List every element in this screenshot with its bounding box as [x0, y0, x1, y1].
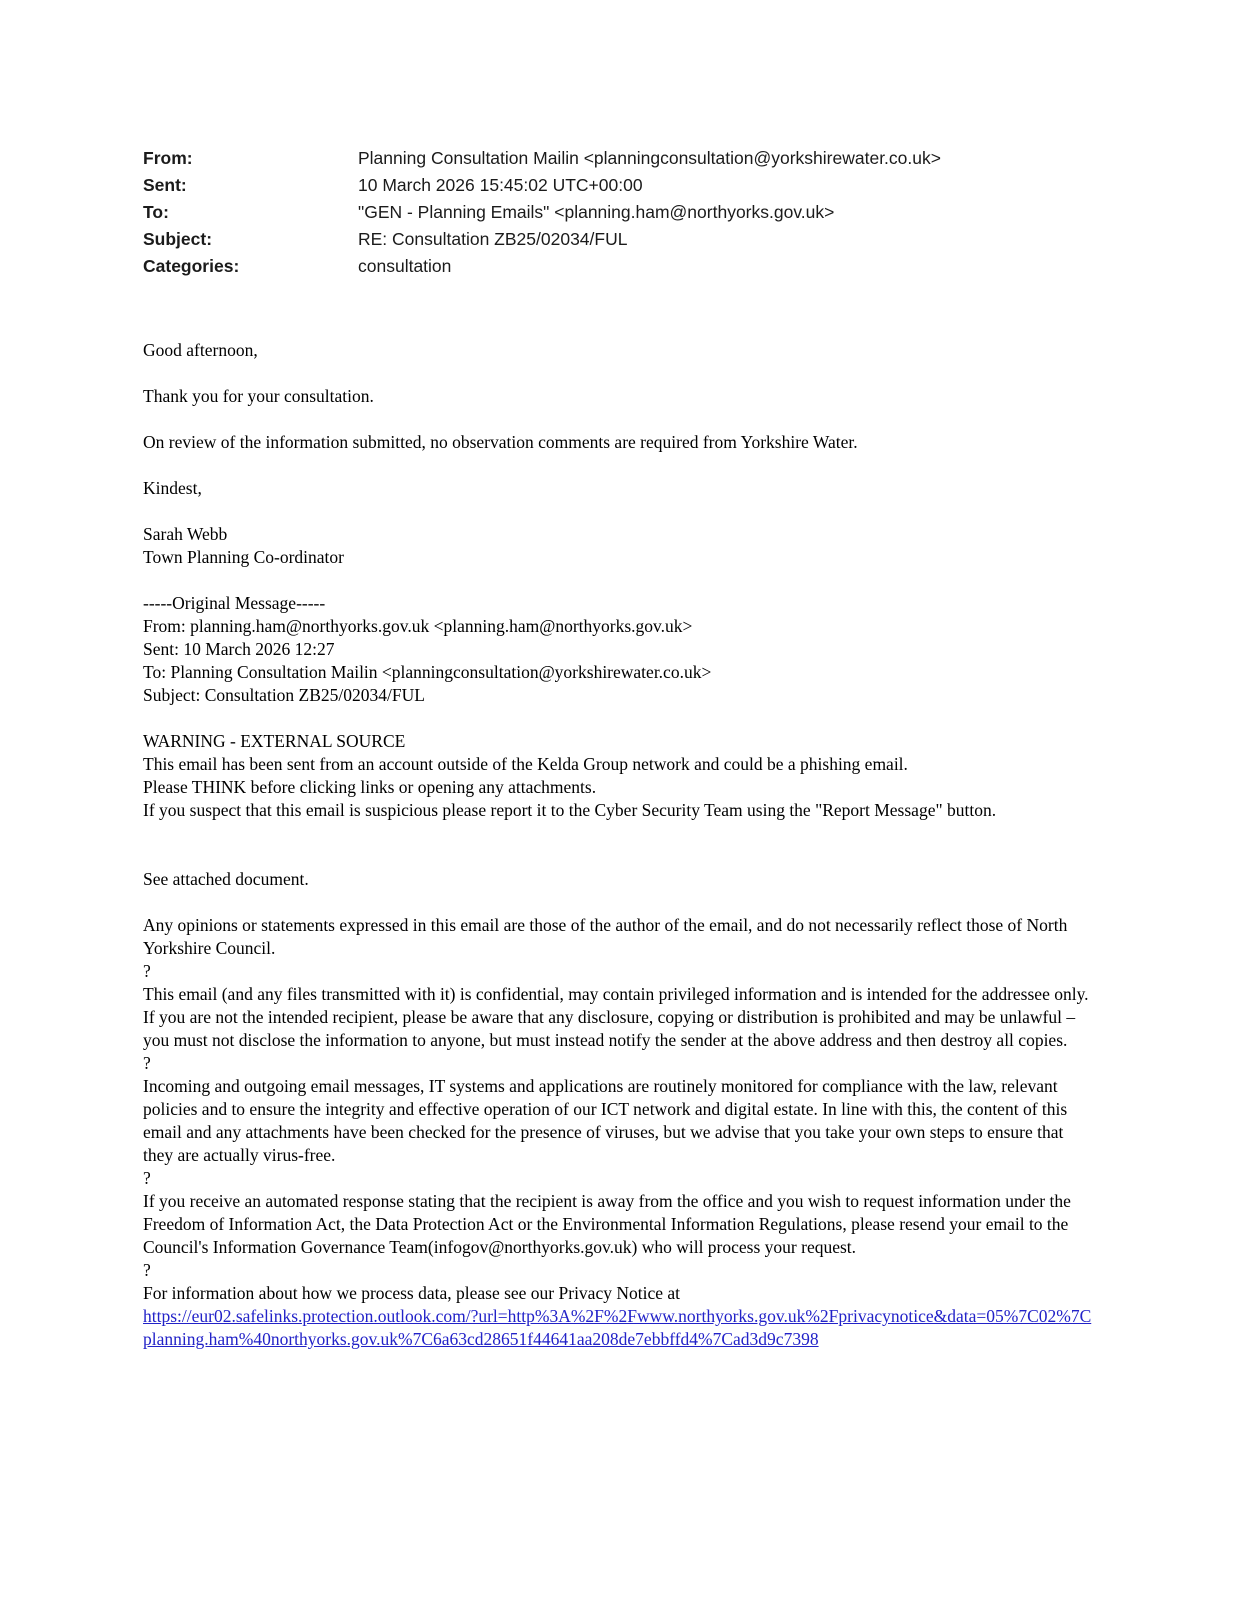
disclaimer-foi: If you receive an automated response stating that the recipient is away from the office and you wish to request information under the Freedom of Information Act, the Data Protection Act or the Environmental Information Regulations, please resend your email to the Council's Information Governance Team(infogov@northyorks.gov.uk) who will process your request.: [143, 1191, 1071, 1257]
privacy-notice-link[interactable]: https://eur02.safelinks.protection.outlook.com/?url=http%3A%2F%2Fwww.northyorks.gov.uk%2Fprivacynotice&data=05%7C02%7Cplanning.ham%40northyorks.gov.uk%7C6a63cd28651f44641aa208de7ebbffd4%7Cad3d9c7398: [143, 1306, 1092, 1349]
disclaimer-separator: ?: [143, 1168, 151, 1188]
from-value: Planning Consultation Mailin <planningconsultation@yorkshirewater.co.uk>: [358, 148, 941, 168]
original-message-to: To: Planning Consultation Mailin <planningconsultation@yorkshirewater.co.uk>: [143, 662, 712, 682]
original-message-from: From: planning.ham@northyorks.gov.uk <planning.ham@northyorks.gov.uk>: [143, 616, 693, 636]
attachment-note: See attached document.: [143, 869, 309, 889]
subject-label: Subject:: [143, 229, 213, 249]
disclaimer-confidentiality: This email (and any files transmitted with it) is confidential, may contain privileged information and is intended for the addressee only. If you are not the intended recipient, please be aware that any disclosure, copying or distribution is prohibited and may be unlawful – you must not disclose the information to anyone, but must instead notify the sender at the above address and then destroy all copies.: [143, 984, 1089, 1050]
original-message-sent: Sent: 10 March 2026 12:27: [143, 639, 335, 659]
disclaimer-monitoring: Incoming and outgoing email messages, IT systems and applications are routinely monitored for compliance with the law, relevant policies and to ensure the integrity and effective operation of our ICT network and digital estate. In line with this, the content of this email and any attachments have been checked for the presence of viruses, but we advise that you take your own steps to ensure that they are actually virus-free.: [143, 1076, 1068, 1165]
categories-label: Categories:: [143, 256, 240, 276]
categories-value: consultation: [358, 256, 452, 276]
header-row-sent: [143, 172, 1093, 199]
header-row-categories: [143, 253, 1093, 280]
original-message-subject: Subject: Consultation ZB25/02034/FUL: [143, 685, 425, 705]
original-message-divider: -----Original Message-----: [143, 593, 326, 613]
privacy-notice-intro: For information about how we process data, please see our Privacy Notice at: [143, 1283, 680, 1303]
warning-line-phishing: This email has been sent from an account outside of the Kelda Group network and could be a phishing email.: [143, 754, 908, 774]
header-row-from: [143, 145, 1093, 172]
email-body: [143, 339, 1093, 1351]
disclaimer-separator: ?: [143, 1260, 151, 1280]
original-message-block: [143, 592, 1093, 707]
sent-value: 10 March 2026 15:45:02 UTC+00:00: [358, 175, 643, 195]
signature-name: Sarah Webb: [143, 524, 228, 544]
to-label: To:: [143, 202, 169, 222]
disclaimer-block: [143, 914, 1093, 1351]
disclaimer-separator: ?: [143, 1053, 151, 1073]
warning-line-think: Please THINK before clicking links or opening any attachments.: [143, 777, 597, 797]
header-row-to: [143, 199, 1093, 226]
sent-label: Sent:: [143, 175, 187, 195]
warning-title: WARNING - EXTERNAL SOURCE: [143, 731, 406, 751]
external-source-warning: [143, 730, 1093, 822]
thanks-line: Thank you for your consultation.: [143, 386, 374, 406]
signature-title: Town Planning Co-ordinator: [143, 547, 344, 567]
warning-line-report: If you suspect that this email is suspicious please report it to the Cyber Security Team using the "Report Message" button.: [143, 800, 997, 820]
greeting: Good afternoon,: [143, 340, 258, 360]
subject-value: RE: Consultation ZB25/02034/FUL: [358, 229, 628, 249]
review-statement: On review of the information submitted, no observation comments are required from Yorkshire Water.: [143, 432, 858, 452]
signature-block: [143, 523, 1093, 569]
disclaimer-separator: ?: [143, 961, 151, 981]
signoff: Kindest,: [143, 478, 202, 498]
disclaimer-opinions: Any opinions or statements expressed in this email are those of the author of the email, and do not necessarily reflect those of North Yorkshire Council.: [143, 915, 1068, 958]
header-row-subject: [143, 226, 1093, 253]
to-value: "GEN - Planning Emails" <planning.ham@northyorks.gov.uk>: [358, 202, 835, 222]
from-label: From:: [143, 148, 193, 168]
email-header: [143, 145, 1093, 280]
